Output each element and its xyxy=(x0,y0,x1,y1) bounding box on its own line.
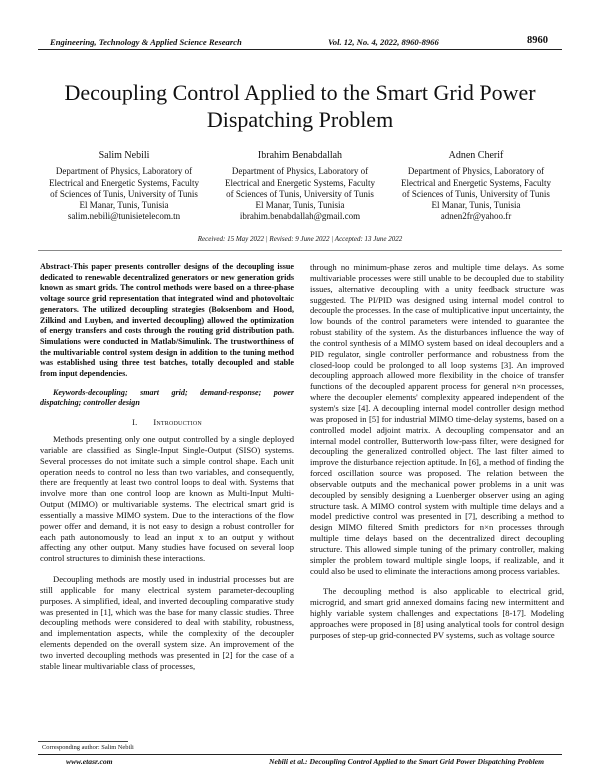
running-header xyxy=(38,35,562,49)
author-email: adnen2fr@yahoo.fr xyxy=(440,211,512,222)
author-affiliation: of Sciences of Tunis, University of Tunis xyxy=(50,188,198,199)
author-location: El Manar, Tunis, Tunisia xyxy=(79,200,169,211)
body-paragraph: through no minimum-phase zeros and multiple time delays. As some multivariable processes were still unable to be decoupled due to stability issues, alternative decoupling with a unity feedback structure was suggested. The PI/PID was designed using internal model control to decouple the processes. In the case of multiplicative input uncertainty, the low bounds of the control parameters were intended to guarantee the robust stability of the system. As the disturbances influence the way of the control synthesis of a MIMO system based on ideal decouplers and a PID regulator, single controller performance and robustness from the closed-loop could be prolonged to all loop systems [3]. An improved decoupling approach allowed more flexibility in the choice of transfer functions of the decoupled apparent process for general n×n processes, where the decoupler elements' complexity appeared independent of the system's size [4]. A decoupling internal model controller design method was proposed in [5] for industrial MIMO time-delay systems, based on a controlled model adjoint matrix. A decoupling compensator and an internal model controller, Butterworth low-pass filter, were designed for decoupling the generalized controlled object. The last filter aimed to improve the disturbance rejection aptitude. In [6], a method of finding the forced oscillation source was proposed. The relation between the observable outputs and the mechanical power problems in a unit was decoupled by sensibly designing a Luenberger observer using an aging structure task. A MIMO control system with multiple time delays and a model predictive control was presented in [7], describing a method to design MIMO filtered Smith predictors for n×n processes through multiple time delays based on the decentralized direct decoupling structure. This allowed simple tuning of the primary controller, making simpler the problem toward multiple single loops, if realizable, and it could also be used to eliminate the interactions among process variables. xyxy=(310,262,564,576)
section-heading xyxy=(40,418,294,429)
section-title: Introduction xyxy=(153,418,202,428)
submission-dates: Received: 15 May 2022 | Revised: 9 June 2022 | Accepted: 13 June 2022 xyxy=(197,235,403,243)
author-1 xyxy=(38,150,210,223)
citation-reference: Nebili et al.: Decoupling Control Applied to the Smart Grid Power Dispatching Problem xyxy=(268,757,544,766)
volume-info: Vol. 12, No. 4, 2022, 8960-8966 xyxy=(328,37,439,47)
author-name: Ibrahim Benabdallah xyxy=(257,150,343,161)
author-affiliation: Electrical and Energetic Systems, Faculty xyxy=(48,177,200,188)
journal-name: Engineering, Technology & Applied Science Research xyxy=(50,37,242,47)
body-paragraph: The decoupling method is also applicable to electrical grid, microgrid, and smart grid annexed domains facing new intermittent and highly variable system challenges and expectations [8-17]. Modeling approaches were proposed in [8] using analytical tools for control design purposes of step-up grid-connected PV systems, such as voltage source xyxy=(310,586,564,640)
author-name: Salim Nebili xyxy=(98,150,150,161)
author-2 xyxy=(214,150,386,223)
journal-website: www.etasr.com xyxy=(66,757,113,766)
author-affiliation: Department of Physics, Laboratory of xyxy=(407,166,545,177)
keywords: Keywords-decoupling; smart grid; demand-response; power dispatching; controller design xyxy=(40,387,294,408)
right-column xyxy=(310,262,564,641)
abstract: Abstract-This paper presents controller designs of the decoupling issue dedicated to renewable decentralized generators or new generation grids known as smart grids. The control methods were based on a three-phase voltage source grid representation that integrated wind and photovoltaic generators. The utilized decoupling strategies (Boksenbom and Hood, Zilkind and Luyben, and inverted decoupling) allowed the optimization of energy transfers and costs through the routing grid distribution path. Simulations were conducted in Matlab/Simulink. The trustworthiness of the multivariable control system design in addition to the tuning method was established using three test batches, totally decoupled and stable from input dependencies. xyxy=(40,262,294,379)
author-location: El Manar, Tunis, Tunisia xyxy=(431,200,521,211)
author-affiliation: of Sciences of Tunis, University of Tunis xyxy=(402,188,550,199)
corresponding-author-footnote: Corresponding author: Salim Nebili xyxy=(42,744,134,751)
body-paragraph: Decoupling methods are mostly used in industrial processes but are still applicable for many electrical system parameter-decoupling purposes. A simplified, ideal, and inverted decoupling comparative study was presented in [1], which was the base for many classic studies. Three decoupling methods were considered to deal with stability, robustness, and implementation aspects, while the complexity of the decoupler elements depended on the overall system size. An improvement of the two inverted decoupling methods was presented in [2] for the case of a stable linear multivariable class of processes, xyxy=(40,574,294,671)
footnote-rule xyxy=(38,741,128,742)
header-rule xyxy=(38,49,562,50)
author-email: salim.nebili@tunisietelecom.tn xyxy=(67,211,181,222)
paper-title: Decoupling Control Applied to the Smart Grid Power Dispatching Problem xyxy=(64,79,536,132)
author-affiliation: Electrical and Energetic Systems, Faculty xyxy=(400,177,552,188)
body-paragraph: Methods presenting only one output controlled by a single deployed variable are classified as Single-Input Single-Output (SISO) systems. Several processes do not imitate such a simple control shape. Each unit operation needs to control no less than two variables, and consequently, there are frequently at least two control loops to deal with. Systems that involve more than one control loop are known as Multi-Input Multi-Output (MIMO) or multivariable systems. The electrical smart grid is essentially a massive MIMO system. Due to the interactions of the flow power offer and demand, it is not easy to design a robust controller for each path autonomously to lead an input x to an output y without affecting any other output. Many studies have focused on several loop control structures to diminish these interactions. xyxy=(40,433,294,564)
author-affiliation: Department of Physics, Laboratory of xyxy=(55,166,193,177)
section-number: I. xyxy=(132,418,138,428)
author-block xyxy=(38,150,562,225)
dates-rule xyxy=(38,250,562,251)
author-affiliation: of Sciences of Tunis, University of Tunis xyxy=(226,188,374,199)
author-location: El Manar, Tunis, Tunisia xyxy=(255,200,345,211)
author-affiliation: Department of Physics, Laboratory of xyxy=(231,166,369,177)
footer-rule xyxy=(38,754,562,755)
page-number: 8960 xyxy=(527,35,548,46)
author-email: ibrahim.benabdallah@gmail.com xyxy=(239,211,361,222)
author-name: Adnen Cherif xyxy=(448,150,504,161)
left-column xyxy=(40,262,294,672)
author-affiliation: Electrical and Energetic Systems, Faculty xyxy=(224,177,376,188)
author-3 xyxy=(390,150,562,223)
